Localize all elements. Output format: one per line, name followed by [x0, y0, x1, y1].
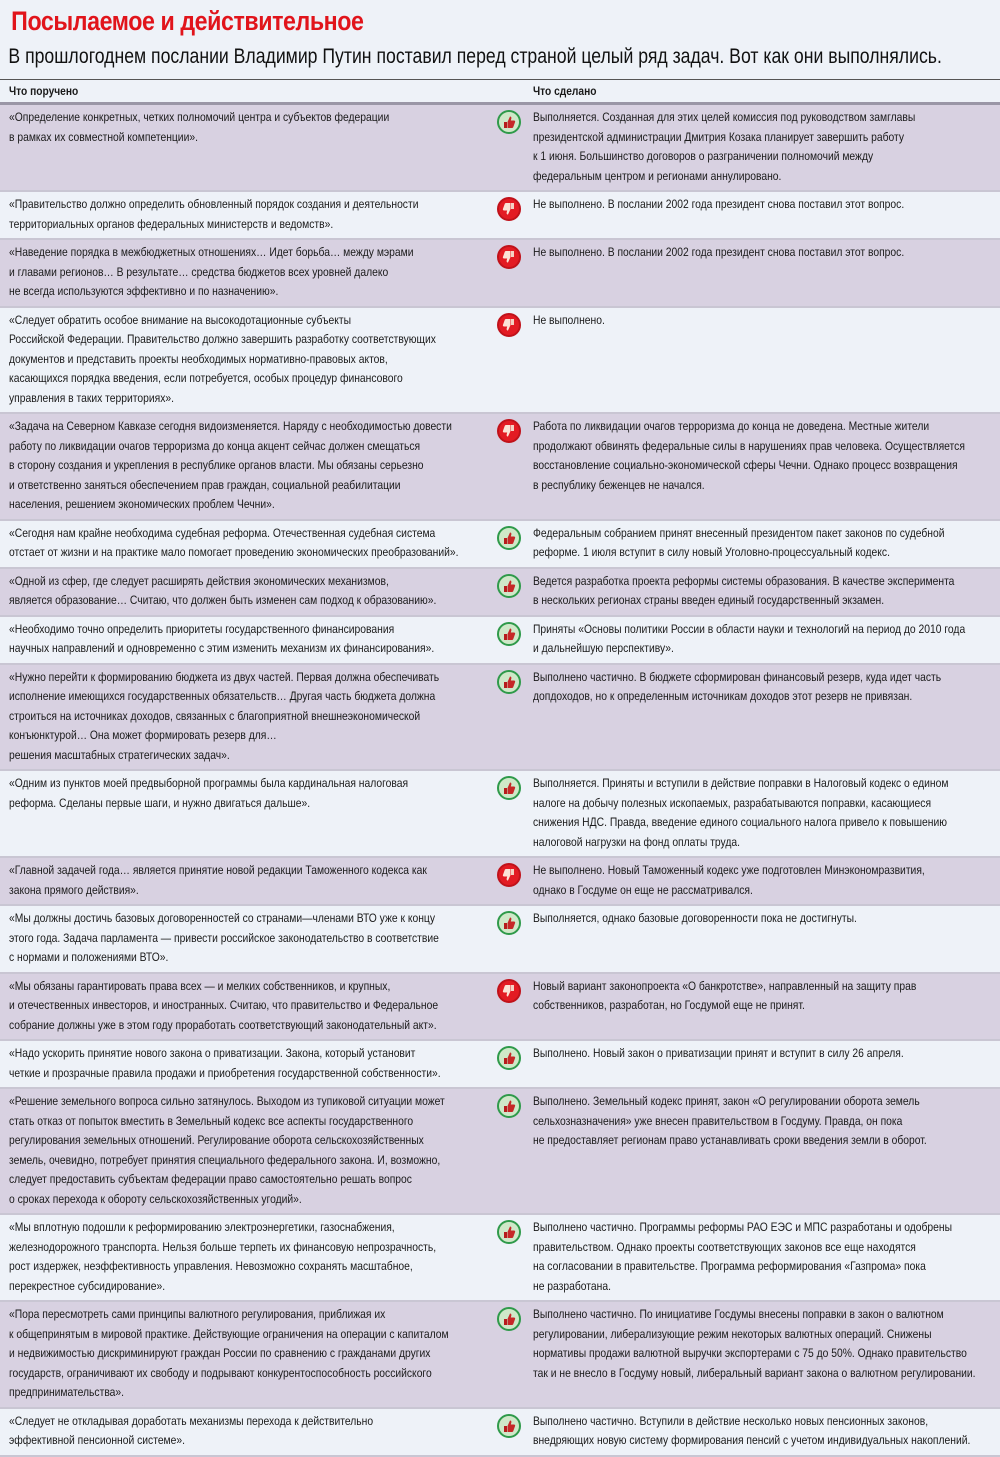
result-text: Не выполнено. Новый Таможенный кодекс уже подготовлен Минэкономразвития, однако в Госдуме он еще не рассматривался. [533, 863, 925, 897]
thumbs-up-icon [497, 574, 521, 598]
result-cell [533, 1089, 1000, 1213]
result-cell [533, 858, 1000, 904]
assigned-cell [0, 105, 485, 190]
table-row [0, 569, 1000, 617]
result-cell [533, 240, 1000, 306]
status-cell [485, 906, 533, 972]
assigned-text: «Задача на Северном Кавказе сегодня видоизменяется. Наряду с необходимостью довести работу по ликвидации очагов терроризма до конца акцент сейчас должен смещаться в сторону создания и укрепления в республике органов власти. Мы обязаны серьезно и ответственно заняться обеспечением прав граждан, социальной реабилитации населения, решением экономических проблем Чечни». [9, 419, 452, 511]
assigned-cell [0, 858, 485, 904]
assigned-cell [0, 974, 485, 1040]
thumbs-down-icon [497, 197, 521, 221]
result-text: Новый вариант законопроекта «О банкротстве», направленный на защиту прав собственников, разработан, но Госдумой еще не принят. [533, 978, 917, 1012]
assigned-text: «Надо ускорить принятие нового закона о приватизации. Закона, который установит четкие и прозрачные правила продажи и приобретения государственной собственности». [9, 1046, 441, 1080]
result-text: Выполнено частично. По инициативе Госдумы внесены поправки в закон о валютном регулировании, либерализующие режим некоторых валютных операций. Снижены нормативы продажи валютной выручки экспортерами с 75 до 50%. Однако правительство так и не внесло в Госдуму новый, либеральный вариант закона о валютном регулировании. [533, 1307, 976, 1380]
status-cell [485, 1041, 533, 1087]
assigned-text: «Следует не откладывая доработать механизмы перехода к действительно эффективной пенсионной системе». [9, 1413, 374, 1447]
result-cell [533, 617, 1000, 663]
table-row [0, 1089, 1000, 1215]
assigned-cell [0, 1302, 485, 1407]
result-cell [533, 1215, 1000, 1300]
table-row [0, 858, 1000, 906]
table-row [0, 1041, 1000, 1089]
result-cell [533, 105, 1000, 190]
assigned-text: «Необходимо точно определить приоритеты государственного финансирования научных направлений и одновременно с этим изменить механизм их финансирования». [9, 621, 435, 655]
table-row [0, 1302, 1000, 1409]
result-cell [533, 414, 1000, 519]
assigned-cell [0, 1041, 485, 1087]
assigned-text: «Главной задачей года… является принятие новой редакции Таможенного кодекса как закона прямого действия». [9, 863, 427, 897]
result-text: Ведется разработка проекта реформы системы образования. В качестве эксперимента в нескольких регионах страны введен единый государственный экзамен. [533, 573, 955, 607]
assigned-cell [0, 569, 485, 615]
table-row [0, 414, 1000, 521]
table-header [0, 79, 1000, 105]
assigned-text: «Одной из сфер, где следует расширять действия экономических механизмов, является образование… Считаю, что должен быть изменен сам подход к образованию». [9, 573, 437, 607]
thumbs-up-icon [497, 110, 521, 134]
thumbs-down-icon [497, 419, 521, 443]
result-cell [533, 974, 1000, 1040]
result-text: Выполнено частично. Программы реформы РАО ЕЭС и МПС разработаны и одобрены правительством. Однако проекты соответствующих законов все еще находятся на согласовании в правительстве. Программа реформирования «Газпрома» пока не разработана. [533, 1220, 953, 1293]
assigned-text: «Следует обратить особое внимание на высокодотационные субъекты Российской Федерации. Правительство должно завершить разработку соответствующих документов и представить проекты необходимых нормативно-правовых актов, касающихся порядка введения, если потребуется, особых процедур финансового управления в таких территориях». [9, 312, 436, 405]
assigned-cell [0, 521, 485, 567]
assigned-text: «Мы обязаны гарантировать права всех — и мелких собственников, и крупных, и отечественных инвесторов, и иностранных. Считаю, что правительство и Федеральное собрание должны уже в этом году проработать соответствующий законодательный акт». [9, 978, 439, 1032]
assigned-cell [0, 414, 485, 519]
assigned-text: «Нужно перейти к формированию бюджета из двух частей. Первая должна обеспечивать исполнение имеющихся государственных обязательств… Другая часть бюджета должна строиться на источниках доходов, связанных с благоприятной внешнеэкономической конъюнктурой… Она может формировать резерв для… решения масштабных стратегических задач». [9, 669, 440, 762]
thumbs-down-icon [497, 245, 521, 269]
result-cell [533, 192, 1000, 238]
table-row [0, 665, 1000, 772]
thumbs-up-icon [497, 1094, 521, 1118]
result-text: Выполняется, однако базовые договоренности пока не достигнуты. [533, 911, 857, 925]
result-cell [533, 1409, 1000, 1455]
assigned-text: «Решение земельного вопроса сильно затянулось. Выходом из тупиковой ситуации может стать отказ от попыток вместить в Земельный кодекс все аспекты государственного регулирования земельных отношений. Регулирование оборота сельскохозяйственных земель, очевидно, потребует принятия специального федерального закона. И, возможно, следует предоставить субъектам федерации право самостоятельно решать вопрос о сроках перехода к обороту сельскохозяйственных угодий». [9, 1094, 445, 1206]
result-cell [533, 521, 1000, 567]
task-table [0, 105, 1000, 1457]
status-cell [485, 414, 533, 519]
status-cell [485, 1215, 533, 1300]
thumbs-up-icon [497, 1414, 521, 1438]
result-text: Выполнено. Новый закон о приватизации принят и вступит в силу 26 апреля. [533, 1046, 904, 1060]
table-row [0, 308, 1000, 415]
status-cell [485, 771, 533, 856]
status-cell [485, 1409, 533, 1455]
thumbs-up-icon [497, 526, 521, 550]
table-row [0, 240, 1000, 308]
result-text: Приняты «Основы политики России в области науки и технологий на период до 2010 года и дальнейшую перспективу». [533, 621, 966, 655]
thumbs-up-icon [497, 670, 521, 694]
thumbs-up-icon [497, 1307, 521, 1331]
assigned-cell [0, 771, 485, 856]
assigned-cell [0, 617, 485, 663]
thumbs-up-icon [497, 622, 521, 646]
assigned-cell [0, 665, 485, 770]
status-cell [485, 974, 533, 1040]
assigned-text: «Определение конкретных, четких полномочий центра и субъектов федерации в рамках их совместной компетенции». [9, 110, 390, 144]
thumbs-down-icon [497, 313, 521, 337]
result-text: Выполнено. Земельный кодекс принят, закон «О регулировании оборота земель сельхозназначения» уже внесен правительством в Госдуму. Правда, он пока не предоставляет регионам право устанавливать сроки введения земли в оборот. [533, 1094, 927, 1147]
assigned-text: «Одним из пунктов моей предвыборной программы была кардинальная налоговая реформа. Сделаны первые шаги, и нужно двигаться дальше». [9, 776, 409, 810]
status-cell [485, 665, 533, 770]
assigned-text: «Правительство должно определить обновленный порядок создания и деятельности территориальных органов федеральных министерств и ведомств». [9, 197, 419, 231]
result-text: Выполнено частично. Вступили в действие несколько новых пенсионных законов, внедряющих новую систему формирования пенсий с учетом индивидуальных накоплений. [533, 1413, 971, 1447]
result-text: Выполнено частично. В бюджете сформирован финансовый резерв, куда идет часть допдоходов, но к определенным источникам доходов этот резерв не привязан. [533, 669, 942, 703]
table-row [0, 974, 1000, 1042]
thumbs-down-icon [497, 979, 521, 1003]
result-text: Работа по ликвидации очагов терроризма до конца не доведена. Местные жители продолжают обвинять федеральные силы в нарушениях прав человека. Осуществляется восстановление социально-экономической сферы Чечни. Однако процесс возвращения в республику беженцев не начался. [533, 419, 965, 492]
status-cell [485, 1089, 533, 1213]
column-header-done: Что сделано [533, 84, 597, 98]
result-cell [533, 771, 1000, 856]
result-cell [533, 308, 1000, 413]
assigned-text: «Мы должны достичь базовых договоренностей со странами—членами ВТО уже к концу этого года. Задача парламента — привести российское законодательство в соответствие с нормами и положениями ВТО». [9, 911, 439, 964]
assigned-cell [0, 240, 485, 306]
assigned-cell [0, 1409, 485, 1455]
page-title: Посылаемое и действительное [11, 6, 364, 36]
result-text: Не выполнено. В послании 2002 года президент снова поставил этот вопрос. [533, 197, 905, 211]
table-row [0, 906, 1000, 974]
thumbs-up-icon [497, 911, 521, 935]
status-cell [485, 240, 533, 306]
table-row [0, 1215, 1000, 1302]
assigned-cell [0, 308, 485, 413]
status-cell [485, 105, 533, 190]
result-cell [533, 569, 1000, 615]
table-row [0, 1409, 1000, 1457]
page-subtitle: В прошлогоднем послании Владимир Путин поставил перед страной целый ряд задач. Вот как они выполнялись. [8, 45, 942, 68]
assigned-cell [0, 906, 485, 972]
result-text: Выполняется. Приняты и вступили в действие поправки в Налоговый кодекс о едином налоге на добычу полезных ископаемых, разрабатываются поправки, касающиеся снижения НДС. Правда, введение единого социального налога привело к повышению налоговой нагрузки на фонд оплаты труда. [533, 776, 949, 849]
assigned-cell [0, 192, 485, 238]
status-cell [485, 617, 533, 663]
assigned-text: «Наведение порядка в межбюджетных отношениях… Идет борьба… между мэрами и главами регионов… В результате… средства бюджетов всех уровней далеко не всегда используются эффективно и по назначению». [9, 245, 414, 298]
result-cell [533, 906, 1000, 972]
assigned-text: «Сегодня нам крайне необходима судебная реформа. Отечественная судебная система отстает от жизни и на практике мало помогает проведению экономических преобразований». [9, 525, 459, 559]
status-cell [485, 569, 533, 615]
table-row [0, 192, 1000, 240]
assigned-cell [0, 1215, 485, 1300]
table-row [0, 771, 1000, 858]
result-text: Не выполнено. [533, 312, 605, 327]
assigned-text: «Пора пересмотреть сами принципы валютного регулирования, приближая их к общепринятым в мировой практике. Действующие ограничения на операции с капиталом и недвижимостью дискриминируют граждан России по сравнению с гражданами других государств, ограничивают их свободу и подрывают конкурентоспособность российского предпринимательства». [9, 1307, 449, 1399]
thumbs-up-icon [497, 1220, 521, 1244]
result-cell [533, 1302, 1000, 1407]
result-text: Не выполнено. В послании 2002 года президент снова поставил этот вопрос. [533, 245, 905, 259]
table-row [0, 521, 1000, 569]
status-cell [485, 858, 533, 904]
status-cell [485, 192, 533, 238]
table-row [0, 105, 1000, 192]
column-header-assigned: Что поручено [9, 84, 79, 98]
status-cell [485, 308, 533, 413]
assigned-text: «Мы вплотную подошли к реформированию электроэнергетики, газоснабжения, железнодорожного транспорта. Нельзя больше терпеть их финансовую непрозрачность, рост издержек, неэффективность управления. Невозможно сохранять масштабное, перекрестное субсидирование». [9, 1220, 437, 1293]
result-cell [533, 665, 1000, 770]
result-cell [533, 1041, 1000, 1087]
result-text: Выполняется. Созданная для этих целей комиссия под руководством замглавы президентской администрации Дмитрия Козака планирует завершить работу к 1 июня. Большинство договоров о разграничении полномочий между федеральным центром и регионами аннулировано. [533, 110, 916, 183]
thumbs-down-icon [497, 863, 521, 887]
thumbs-up-icon [497, 1046, 521, 1070]
result-text: Федеральным собранием принят внесенный президентом пакет законов по судебной реформе. 1 июля вступит в силу новый Уголовно-процессуальный кодекс. [533, 525, 945, 559]
table-row [0, 617, 1000, 665]
assigned-cell [0, 1089, 485, 1213]
status-cell [485, 1302, 533, 1407]
thumbs-up-icon [497, 776, 521, 800]
status-cell [485, 521, 533, 567]
